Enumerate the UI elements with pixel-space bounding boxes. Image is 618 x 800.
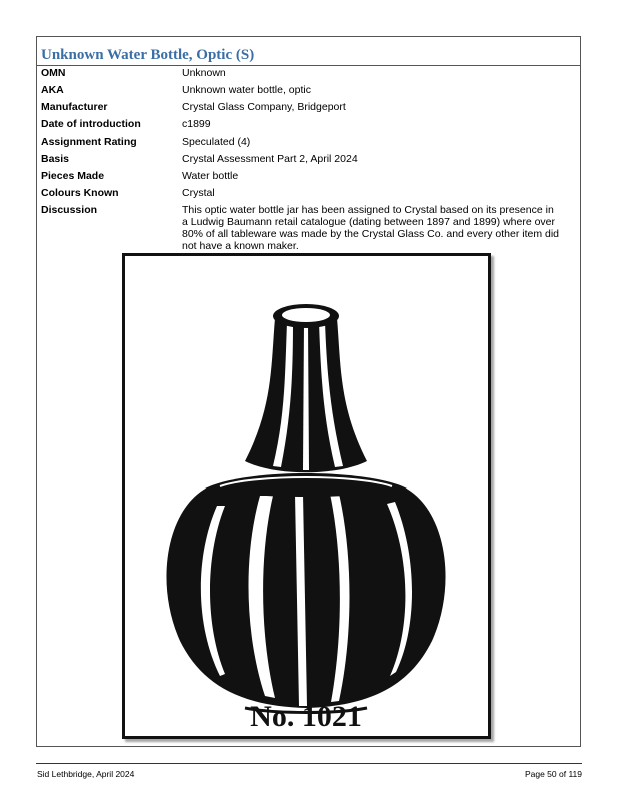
field-label: AKA xyxy=(41,84,64,96)
footer-page-number: Page 50 of 119 xyxy=(524,769,582,779)
footer-divider xyxy=(36,763,582,764)
field-value: Crystal Assessment Part 2, April 2024 xyxy=(182,153,358,165)
field-value: This optic water bottle jar has been assigned to Crystal based on its presence in a Ludwig Baumann retail catalogue (dating between 1897 and 1899) where over 80% of all tableware was made by the Crystal Glass Co. and every other item did not have a known maker. xyxy=(182,204,560,252)
field-label: Manufacturer xyxy=(41,101,108,113)
field-value: Speculated (4) xyxy=(182,136,251,148)
field-label: Pieces Made xyxy=(41,170,105,182)
footer-author: Sid Lethbridge, April 2024 xyxy=(37,769,135,779)
field-label: Discussion xyxy=(41,204,98,216)
figure-caption: No. 1021 xyxy=(250,700,362,733)
field-value: Water bottle xyxy=(182,170,239,182)
field-label: OMN xyxy=(41,67,66,79)
field-label: Colours Known xyxy=(41,187,119,199)
field-value: Crystal Glass Company, Bridgeport xyxy=(182,101,346,113)
bottle-illustration xyxy=(122,253,491,739)
title-divider xyxy=(37,65,580,66)
field-label: Basis xyxy=(41,153,70,165)
field-value: Unknown water bottle, optic xyxy=(182,84,311,96)
field-label: Date of introduction xyxy=(41,118,141,130)
field-value: Unknown xyxy=(182,67,226,79)
water-bottle-engraving xyxy=(125,256,488,736)
field-value: Crystal xyxy=(182,187,215,199)
field-value: c1899 xyxy=(182,118,211,130)
page-title: Unknown Water Bottle, Optic (S) xyxy=(41,47,255,63)
field-label: Assignment Rating xyxy=(41,136,137,148)
